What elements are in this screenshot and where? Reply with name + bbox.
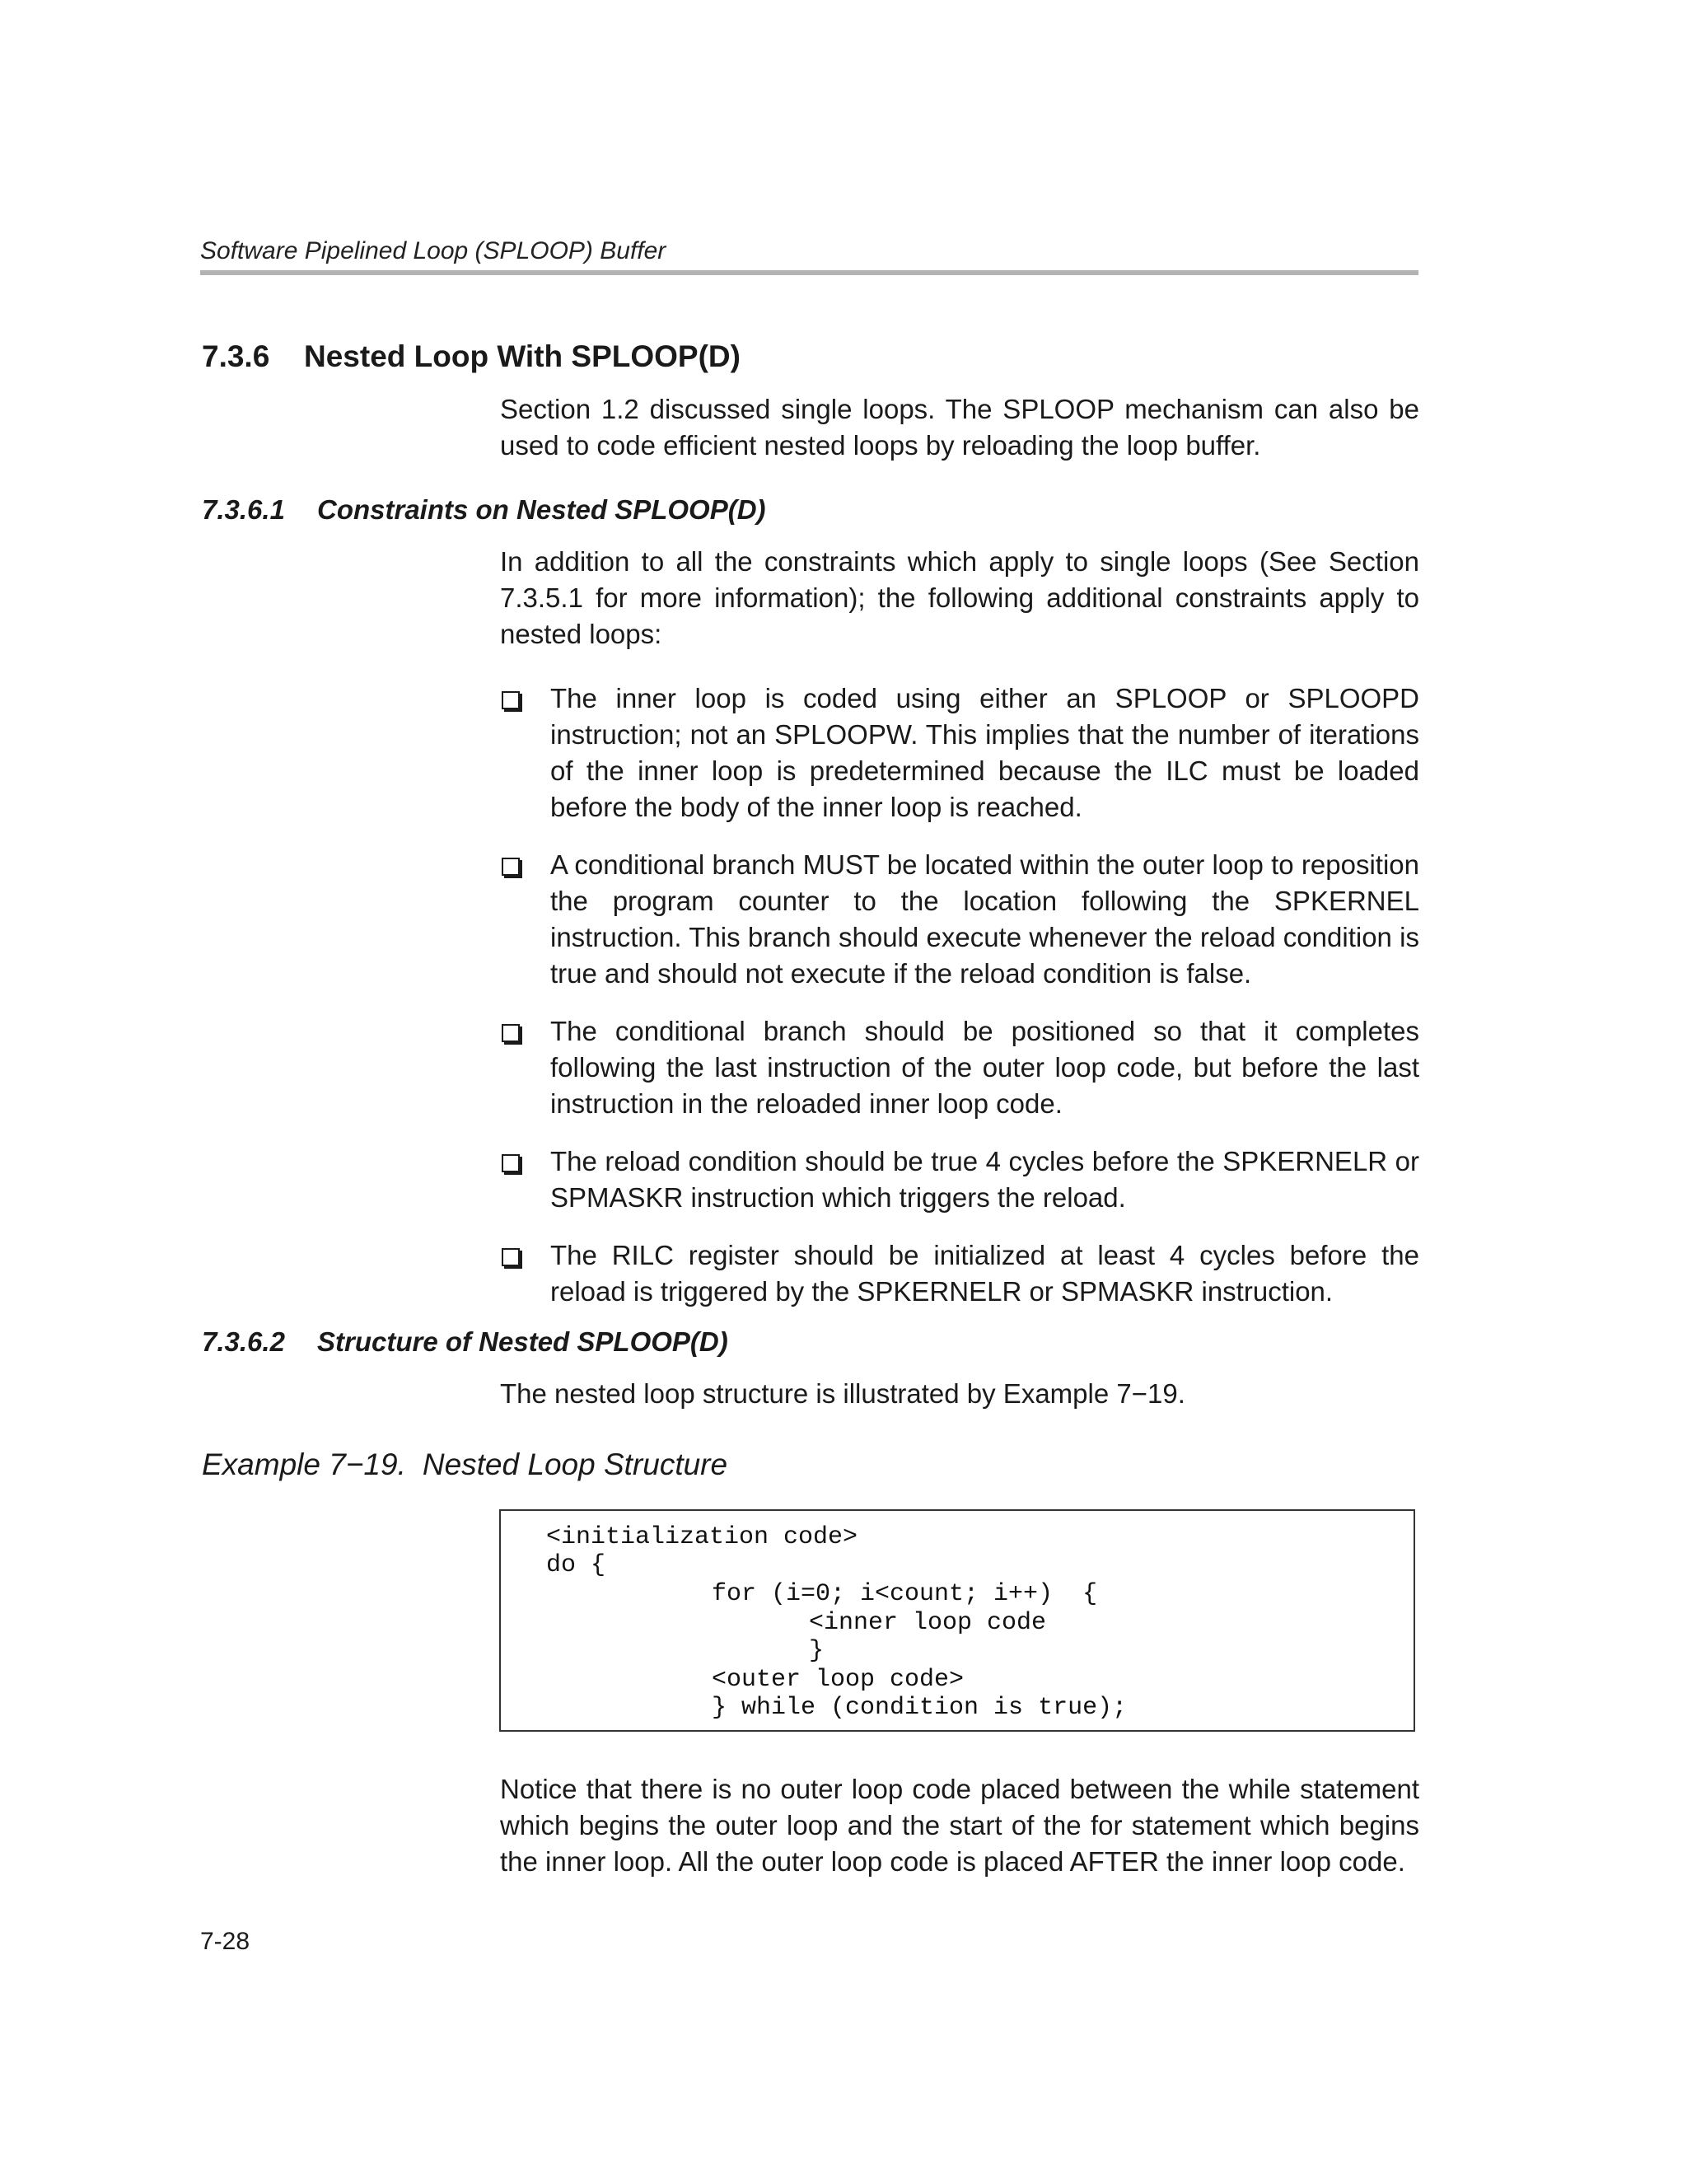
list-item-text: The RILC register should be initialized at least 4 cycles before the reload is triggered by the SPKERNELR or SPMASKR instruction. xyxy=(550,1240,1419,1307)
checkbox-bullet-icon xyxy=(502,691,520,709)
list-item-text: The inner loop is coded using either an SPLOOP or SPLOOPD instruction; not an SPLOOPW. This implies that the number of iterations of the inner loop is predetermined because the ILC must be loaded before the body of the inner loop is reached. xyxy=(550,683,1419,822)
example-number: Example 7−19. xyxy=(202,1447,406,1481)
code-example-box xyxy=(499,1509,1415,1732)
subsection-title: Structure of Nested SPLOOP(D) xyxy=(317,1326,728,1357)
page-number: 7-28 xyxy=(200,1928,250,1955)
example-caption xyxy=(202,1447,727,1482)
list-item xyxy=(500,680,1419,825)
list-item-text: A conditional branch MUST be located within the outer loop to reposition the program counter to the location following the SPKERNEL instruction. This branch should execute whenever the reload condition is true and should not execute if the reload condition is false. xyxy=(550,849,1419,989)
subsection-number: 7.3.6.2 xyxy=(202,1326,285,1357)
code-line: do { xyxy=(546,1551,606,1579)
example-title: Nested Loop Structure xyxy=(422,1447,728,1481)
structure-intro-paragraph: The nested loop structure is illustrated by Example 7−19. xyxy=(500,1378,1185,1409)
code-line: <initialization code> xyxy=(546,1523,858,1551)
constraints-intro-paragraph: In addition to all the constraints which apply to single loops (See Section 7.3.5.1 for more information); the following additional constraints apply to nested loops: xyxy=(500,546,1419,649)
checkbox-bullet-icon xyxy=(502,1154,520,1172)
constraints-list xyxy=(500,680,1419,1331)
section-title: Nested Loop With SPLOOP(D) xyxy=(304,339,741,373)
list-item xyxy=(500,847,1419,992)
code-line: } xyxy=(809,1637,825,1665)
subsection-title: Constraints on Nested SPLOOP(D) xyxy=(317,494,766,525)
list-item xyxy=(500,1013,1419,1122)
code-line: } while (condition is true); xyxy=(712,1694,1128,1722)
code-line: <outer loop code> xyxy=(712,1666,965,1694)
code-line: for (i=0; i<count; i++) { xyxy=(712,1580,1098,1608)
running-header: Software Pipelined Loop (SPLOOP) Buffer xyxy=(200,237,666,264)
checkbox-bullet-icon xyxy=(502,1024,520,1042)
subsection-number: 7.3.6.1 xyxy=(202,494,285,525)
header-rule xyxy=(200,270,1418,275)
checkbox-bullet-icon xyxy=(502,1248,520,1266)
list-item-text: The conditional branch should be positioned so that it completes following the last instruction of the outer loop code, but before the last instruction in the reloaded inner loop code. xyxy=(550,1016,1419,1119)
closing-paragraph: Notice that there is no outer loop code placed between the while statement which begins the outer loop and the start of the for statement which begins the inner loop. All the outer loop code is placed AFTER the inner loop code. xyxy=(500,1774,1419,1877)
subsection-heading-constraints xyxy=(202,494,766,526)
subsection-heading-structure xyxy=(202,1326,728,1358)
list-item xyxy=(500,1143,1419,1216)
list-item xyxy=(500,1237,1419,1310)
section-number: 7.3.6 xyxy=(202,339,270,373)
list-item-text: The reload condition should be true 4 cycles before the SPKERNELR or SPMASKR instruction which triggers the reload. xyxy=(550,1146,1419,1213)
checkbox-bullet-icon xyxy=(502,858,520,876)
section-intro-paragraph: Section 1.2 discussed single loops. The SPLOOP mechanism can also be used to code efficient nested loops by reloading the loop buffer. xyxy=(500,394,1419,461)
section-heading xyxy=(202,339,741,374)
code-line: <inner loop code xyxy=(809,1609,1047,1637)
